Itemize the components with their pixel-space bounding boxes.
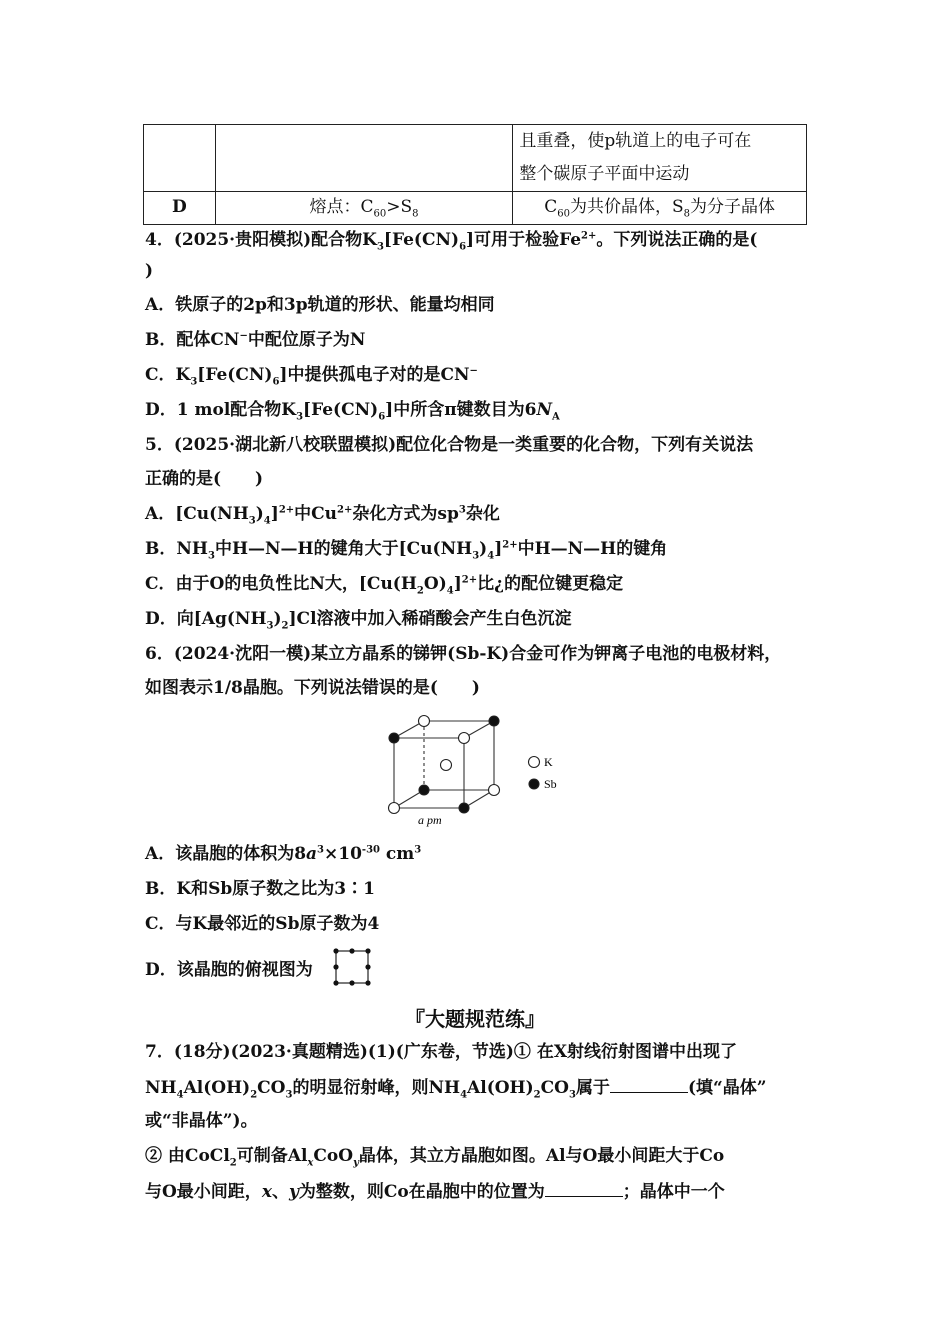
question-6-option-c: C．与K最邻近的Sb原子数为4 (145, 914, 380, 934)
question-4-option-b: B．配体CN−中配位原子为N (145, 330, 366, 350)
answer-blank[interactable] (610, 1076, 688, 1093)
table-row (144, 192, 807, 225)
table-cell (513, 125, 807, 192)
table-cell (144, 125, 216, 192)
question-6-stem-cont: 如图表示1/8晶胞。下列说法错误的是( ) (145, 678, 480, 698)
crystal-cell-figure (378, 708, 578, 834)
top-view-atom (333, 948, 338, 953)
option-label: D (144, 192, 216, 225)
table-cell-text: 整个碳原子平面中运动 (519, 164, 690, 184)
sb-atom (419, 785, 429, 795)
top-view-atom (333, 964, 338, 969)
table-cell-text: 熔点：$C_{60}>S_8$ (309, 197, 419, 220)
k-atom (389, 803, 400, 814)
question-6-stem: 6．(2024·沈阳一模)某立方晶系的锑钾(Sb-K)合金可作为钾离子电池的电极材料， (145, 644, 782, 664)
table-row (144, 125, 807, 192)
k-atom (419, 716, 430, 727)
legend-sb-label: Sb (544, 777, 557, 791)
axis-label: a pm (418, 813, 442, 827)
top-view-figure (330, 946, 374, 992)
question-5-option-a: A．$[Cu(NH_3)_4]^{2+}$中$Cu^{2+}$杂化方式为$sp^3$杂化 (145, 504, 500, 527)
top-view-atom (349, 980, 354, 985)
table-cell-text: 且重叠，使p轨道上的电子可在 (519, 131, 752, 151)
question-5-stem: 5．(2025·湖北新八校联盟模拟)配位化合物是一类重要的化合物，下列有关说法 (145, 435, 754, 455)
question-5-option-c: C．由于O的电负性比N大，$[Cu(H_2O)_4]^{2+}$比¿的配位键更稳定 (145, 574, 624, 597)
legend-k-marker (529, 757, 540, 768)
sb-atom (489, 716, 499, 726)
question-6-option-d: D．该晶胞的俯视图为 (145, 960, 313, 980)
sb-atom (459, 803, 469, 813)
cube-diagram (378, 708, 578, 830)
legend-sb-marker (529, 779, 539, 789)
table-cell (513, 192, 807, 225)
question-5-option-b: B．$NH_3$中H—N—H的键角大于$[Cu(NH_3)_4]^{2+}$中H—N—H的键角 (145, 539, 668, 562)
top-view-atom (333, 980, 338, 985)
question-4-option-a: A．铁原子的2p和3p轨道的形状、能量均相同 (145, 295, 495, 315)
table-cell (215, 192, 513, 225)
section-title: 『大题规范练』 (405, 1007, 545, 1031)
top-view-atom (349, 948, 354, 953)
question-6-option-b: B．K和Sb原子数之比为3∶1 (145, 879, 375, 899)
question-4-option-c: C．$K_3[Fe(CN)_6]$中提供孤电子对的是CN− (145, 365, 478, 388)
question-7-line: 或“非晶体”)。 (145, 1111, 258, 1131)
comparison-table (143, 124, 807, 225)
top-view-atom (365, 964, 370, 969)
question-6-option-a: A．该晶胞的体积为$8a^3\times 10^{-30}$ $cm^3$ (145, 844, 422, 864)
top-view-atom (365, 948, 370, 953)
question-5-option-d: D．向$[Ag(NH_3)_2]Cl$溶液中加入稀硝酸会产生白色沉淀 (145, 609, 572, 632)
question-5-stem-cont: 正确的是( ) (145, 469, 264, 489)
question-4-stem: 4．(2025·贵阳模拟)配合物$K_3[Fe(CN)_6]$可用于检验$Fe^{2+}$。下列说法正确的是( (145, 230, 758, 253)
question-7-line: 7．(18分)(2023·真题精选)(1)(广东卷，节选)① 在X射线衍射图谱中出现了 (145, 1042, 738, 1062)
top-view-atom (365, 980, 370, 985)
table-cell (215, 125, 513, 192)
k-atom (489, 785, 500, 796)
top-view-square (336, 951, 368, 983)
sb-atom (389, 733, 399, 743)
question-7-line: $NH_4Al(OH)_2CO_3$的明显衍射峰，则$NH_4Al(OH)_2CO_3$属于 (填“晶体” (145, 1078, 767, 1101)
question-7-line: 与O最小间距，x、y为整数，则Co在晶胞中的位置为 ；晶体中一个 (145, 1182, 725, 1202)
answer-blank[interactable] (545, 1180, 623, 1197)
table-cell-text: $C_{60}$为共价晶体，$S_8$为分子晶体 (544, 197, 776, 220)
k-atom (441, 760, 452, 771)
question-4-stem-cont: ) (145, 261, 154, 281)
k-atom (459, 733, 470, 744)
legend-k-label: K (544, 755, 553, 769)
question-7-line: ② 由CoCl$_2$可制备$Al_xCoO_y$晶体，其立方晶胞如图。Al与O最小间距大于Co (145, 1146, 725, 1169)
top-view-diagram (330, 946, 374, 988)
question-4-option-d: D．1 mol配合物$K_3[Fe(CN)_6]$中所含π键数目为$6N_A$ (145, 400, 560, 423)
